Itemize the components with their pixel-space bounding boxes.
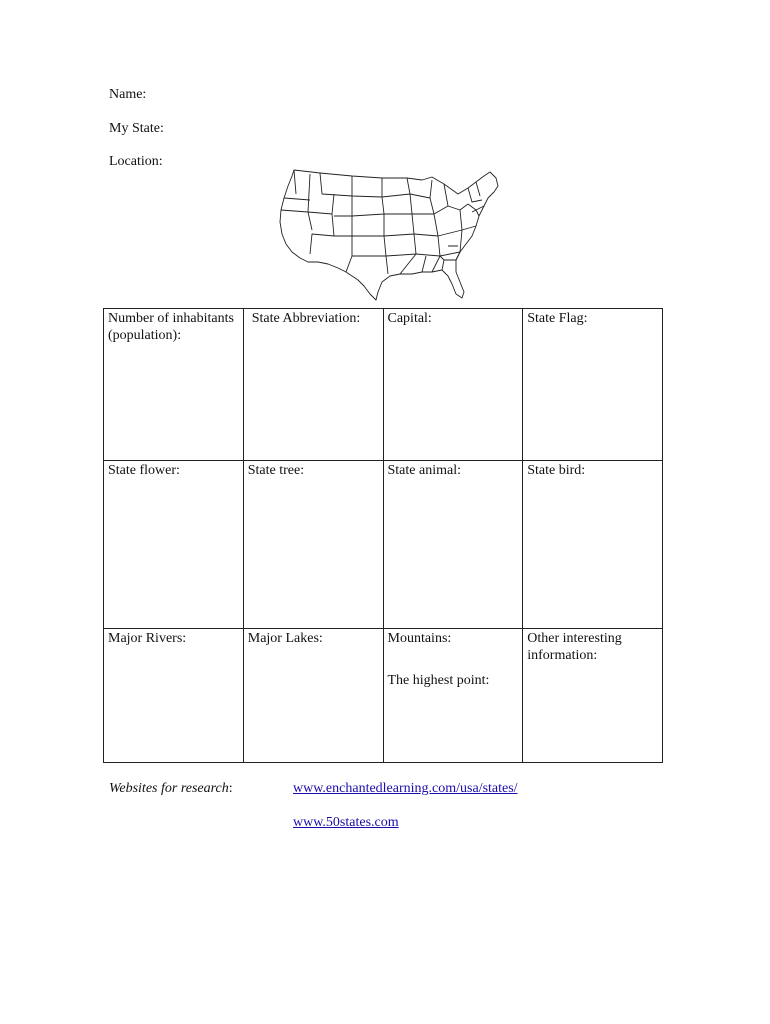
table-row	[104, 629, 663, 763]
animal-cell	[383, 461, 523, 629]
highest-point-label: The highest point:	[387, 672, 490, 688]
flower-label: State flower:	[108, 463, 180, 478]
lakes-label: Major Lakes:	[247, 631, 323, 646]
mountains-cell	[383, 629, 523, 763]
table-row	[104, 461, 663, 629]
rivers-cell	[104, 629, 244, 763]
bird-cell	[523, 461, 663, 629]
capital-cell	[383, 309, 523, 461]
flower-cell	[104, 461, 244, 629]
population-cell	[104, 309, 244, 461]
fiftystates-link[interactable]: www.50states.com	[293, 815, 399, 830]
websites-label	[109, 781, 233, 797]
enchantedlearning-link[interactable]: www.enchantedlearning.com/usa/states/	[293, 781, 518, 796]
websites-colon: :	[228, 781, 233, 796]
abbreviation-cell	[243, 309, 383, 461]
usa-outline-map-icon	[272, 164, 504, 306]
mountains-label: Mountains:	[387, 631, 452, 646]
my-state-label: My State:	[109, 121, 164, 136]
animal-label: State animal:	[387, 463, 461, 478]
state-info-table	[103, 308, 663, 763]
bird-label: State bird:	[527, 463, 586, 478]
websites-label-text: Websites for research	[109, 781, 229, 796]
tree-cell	[243, 461, 383, 629]
flag-cell	[523, 309, 663, 461]
capital-label: Capital:	[387, 311, 432, 326]
tree-label: State tree:	[247, 463, 305, 478]
location-label: Location:	[109, 154, 163, 169]
name-label: Name:	[109, 87, 147, 102]
lakes-cell	[243, 629, 383, 763]
other-info-cell	[523, 629, 663, 763]
table-row	[104, 309, 663, 461]
flag-label: State Flag:	[527, 311, 588, 326]
rivers-label: Major Rivers:	[108, 631, 187, 646]
abbreviation-label: State Abbreviation:	[251, 311, 361, 326]
other-info-label: Other interesting information:	[527, 631, 622, 663]
population-label: Number of inhabitants (population):	[108, 311, 234, 343]
